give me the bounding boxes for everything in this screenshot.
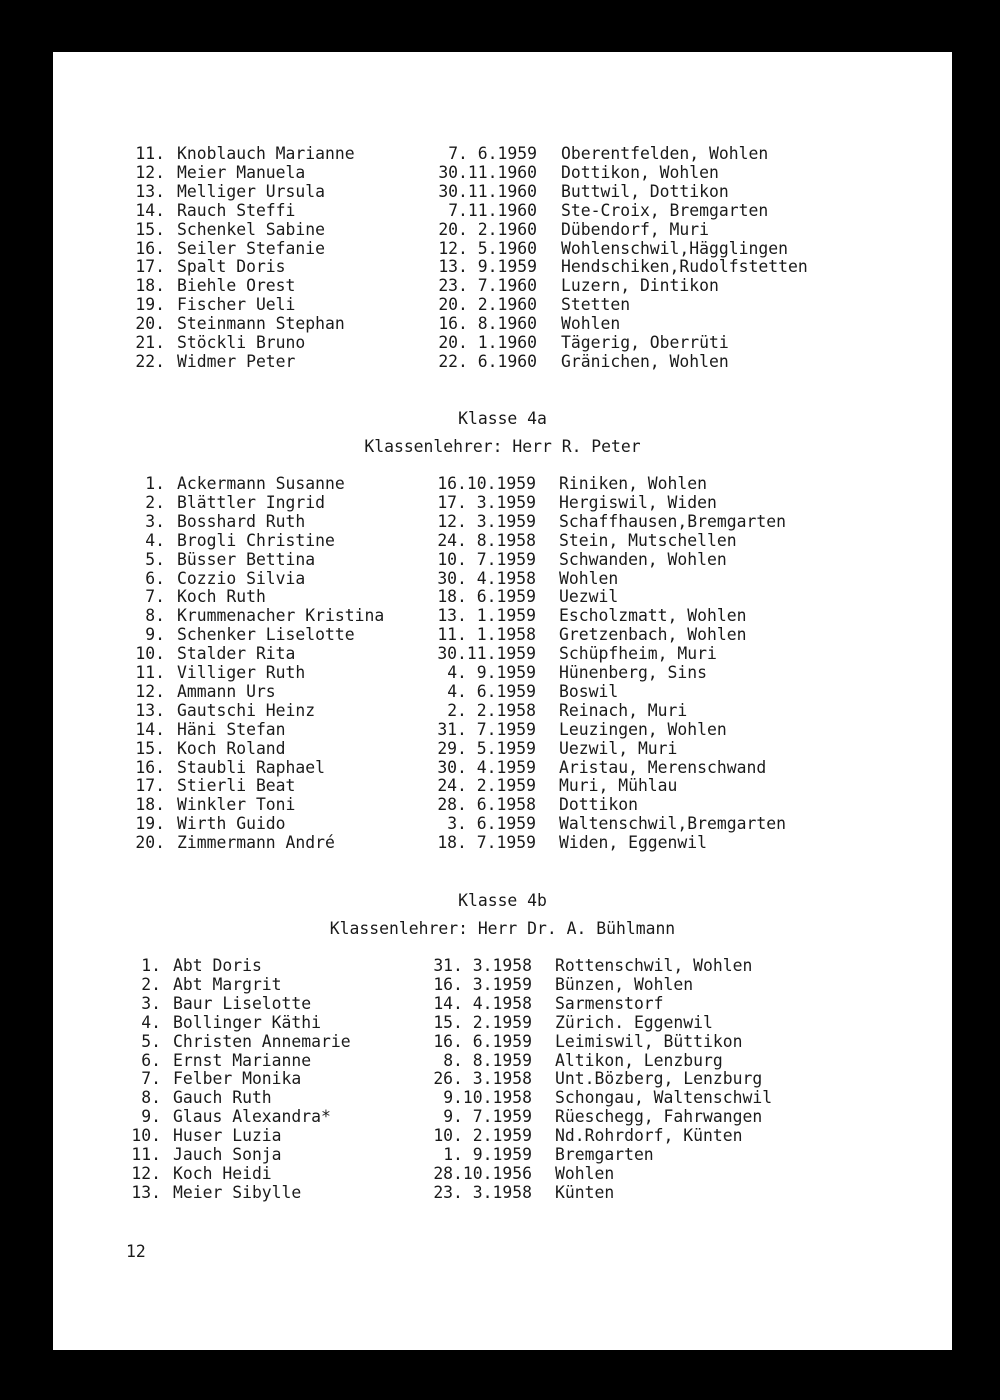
document-page bbox=[53, 52, 952, 1350]
entry-name: Schenker Liselotte bbox=[177, 625, 355, 645]
entry-birthdate: 31. 3.1958 bbox=[433, 956, 532, 975]
list-item bbox=[53, 833, 952, 852]
entry-number: 21. bbox=[135, 333, 165, 352]
list-item bbox=[53, 814, 952, 833]
entry-birthdate: 7.11.1960 bbox=[448, 200, 537, 220]
entry-places: Schongau, Waltenschwil bbox=[555, 1088, 773, 1108]
list-item bbox=[53, 493, 952, 512]
entry-birthdate: 24. 2.1959 bbox=[437, 776, 536, 796]
list-item bbox=[53, 314, 952, 333]
entry-birthdate: 28. 6.1958 bbox=[437, 795, 536, 815]
entry-birthdate: 26. 3.1958 bbox=[433, 1069, 532, 1089]
list-item bbox=[53, 682, 952, 701]
entry-places: Uezwil bbox=[559, 587, 619, 607]
entry-number: 15. bbox=[135, 738, 165, 758]
list-item bbox=[53, 739, 952, 758]
entry-name: Villiger Ruth bbox=[177, 663, 306, 682]
entry-birthdate: 13. 1.1959 bbox=[437, 606, 536, 626]
entry-places: Riniken, Wohlen bbox=[559, 474, 708, 493]
entry-number: 13. bbox=[135, 700, 165, 720]
entry-name: Ernst Marianne bbox=[173, 1050, 312, 1070]
entry-birthdate: 31. 7.1959 bbox=[437, 719, 536, 739]
section-title-4a: Klasse 4a bbox=[458, 409, 547, 428]
entry-birthdate: 3. 6.1959 bbox=[447, 814, 536, 834]
entry-places: Boswil bbox=[559, 681, 619, 701]
entry-name: Ackermann Susanne bbox=[177, 474, 345, 493]
entry-birthdate: 30. 4.1958 bbox=[437, 568, 536, 588]
entry-birthdate: 4. 9.1959 bbox=[447, 663, 536, 682]
entry-number: 14. bbox=[135, 200, 165, 220]
entry-name: Häni Stefan bbox=[177, 719, 286, 739]
entry-name: Melliger Ursula bbox=[177, 181, 326, 201]
entry-birthdate: 22. 6.1960 bbox=[438, 351, 537, 371]
entry-places: Rüeschegg, Fahrwangen bbox=[555, 1107, 763, 1127]
entry-number: 10. bbox=[135, 644, 165, 664]
entry-birthdate: 29. 5.1959 bbox=[437, 738, 536, 758]
entry-birthdate: 30.11.1960 bbox=[438, 181, 537, 201]
entry-places: Bremgarten bbox=[555, 1145, 654, 1164]
entry-name: Knoblauch Marianne bbox=[177, 144, 355, 163]
entry-places: Escholzmatt, Wohlen bbox=[559, 606, 747, 626]
entry-number: 17. bbox=[135, 257, 165, 277]
entry-birthdate: 11. 1.1958 bbox=[437, 625, 536, 645]
entry-birthdate: 20. 2.1960 bbox=[438, 219, 537, 239]
entry-birthdate: 23. 3.1958 bbox=[433, 1182, 532, 1202]
entry-name: Huser Luzia bbox=[173, 1126, 282, 1146]
list-item bbox=[53, 239, 952, 258]
entry-birthdate: 1. 9.1959 bbox=[443, 1145, 532, 1164]
entry-places: Hünenberg, Sins bbox=[559, 663, 708, 682]
list-item bbox=[53, 606, 952, 625]
entry-number: 6. bbox=[141, 1050, 161, 1070]
entry-number: 1. bbox=[141, 956, 161, 975]
entry-number: 18. bbox=[135, 795, 165, 815]
entry-places: Schaffhausen,Bremgarten bbox=[559, 511, 786, 531]
entry-name: Spalt Doris bbox=[177, 257, 286, 277]
list-item bbox=[53, 587, 952, 606]
entry-birthdate: 10. 7.1959 bbox=[437, 549, 536, 569]
entry-number: 13. bbox=[131, 1182, 161, 1202]
entry-birthdate: 24. 8.1958 bbox=[437, 530, 536, 550]
list-item bbox=[53, 352, 952, 371]
entry-number: 11. bbox=[135, 144, 165, 163]
page-number: 12 bbox=[126, 1242, 146, 1261]
entry-places: Künten bbox=[555, 1182, 615, 1202]
entry-places: Luzern, Dintikon bbox=[561, 276, 719, 296]
entry-number: 14. bbox=[135, 719, 165, 739]
entry-number: 1. bbox=[145, 474, 165, 493]
section-title-4b: Klasse 4b bbox=[458, 891, 547, 910]
entry-number: 8. bbox=[141, 1088, 161, 1108]
entry-places: Wohlen bbox=[559, 568, 619, 588]
list-item bbox=[53, 776, 952, 795]
entry-birthdate: 28.10.1956 bbox=[433, 1163, 532, 1183]
entry-name: Bosshard Ruth bbox=[177, 511, 306, 531]
entry-name: Gautschi Heinz bbox=[177, 700, 316, 720]
entry-places: Ste-Croix, Bremgarten bbox=[561, 200, 769, 220]
list-item bbox=[53, 1164, 952, 1183]
entry-name: Brogli Christine bbox=[177, 530, 335, 550]
list-item bbox=[53, 795, 952, 814]
entry-birthdate: 20. 2.1960 bbox=[438, 295, 537, 315]
list-item bbox=[53, 625, 952, 644]
entry-number: 20. bbox=[135, 833, 165, 853]
entry-number: 9. bbox=[141, 1107, 161, 1127]
entry-name: Gauch Ruth bbox=[173, 1088, 272, 1108]
entry-name: Büsser Bettina bbox=[177, 549, 316, 569]
entry-name: Staubli Raphael bbox=[177, 757, 326, 777]
entry-places: Altikon, Lenzburg bbox=[555, 1050, 723, 1070]
entry-birthdate: 20. 1.1960 bbox=[438, 333, 537, 352]
entry-number: 16. bbox=[135, 238, 165, 258]
entry-number: 7. bbox=[141, 1069, 161, 1089]
list-item bbox=[53, 1051, 952, 1070]
entry-name: Biehle Orest bbox=[177, 276, 296, 296]
list-item bbox=[53, 701, 952, 720]
entry-number: 12. bbox=[131, 1163, 161, 1183]
entry-places: Wohlen bbox=[561, 314, 621, 334]
list-item bbox=[53, 1069, 952, 1088]
list-item bbox=[53, 531, 952, 550]
entry-number: 19. bbox=[135, 814, 165, 834]
list-item bbox=[53, 758, 952, 777]
entry-number: 17. bbox=[135, 776, 165, 796]
entry-birthdate: 17. 3.1959 bbox=[437, 492, 536, 512]
entry-places: Sarmenstorf bbox=[555, 993, 664, 1013]
entry-name: Stalder Rita bbox=[177, 644, 296, 664]
list-item bbox=[53, 1032, 952, 1051]
entry-places: Leuzingen, Wohlen bbox=[559, 719, 727, 739]
list-item bbox=[53, 182, 952, 201]
entry-places: Dottikon, Wohlen bbox=[561, 162, 719, 182]
entry-places: Reinach, Muri bbox=[559, 700, 688, 720]
entry-name: Rauch Steffi bbox=[177, 200, 296, 220]
entry-number: 4. bbox=[145, 530, 165, 550]
entry-places: Dottikon bbox=[559, 795, 638, 815]
entry-number: 16. bbox=[135, 757, 165, 777]
entry-birthdate: 16. 6.1959 bbox=[433, 1031, 532, 1051]
entry-name: Bollinger Käthi bbox=[173, 1012, 322, 1032]
section-teacher-4b: Klassenlehrer: Herr Dr. A. Bühlmann bbox=[329, 919, 676, 938]
entry-number: 3. bbox=[141, 993, 161, 1013]
list-item bbox=[53, 569, 952, 588]
list-item bbox=[53, 295, 952, 314]
entry-number: 15. bbox=[135, 219, 165, 239]
entry-name: Stierli Beat bbox=[177, 776, 296, 796]
entry-places: Schüpfheim, Muri bbox=[559, 644, 717, 664]
entry-number: 19. bbox=[135, 295, 165, 315]
entry-number: 5. bbox=[141, 1031, 161, 1051]
entry-birthdate: 23. 7.1960 bbox=[438, 276, 537, 296]
entry-places: Nd.Rohrdorf, Künten bbox=[555, 1126, 743, 1146]
entry-number: 12. bbox=[135, 162, 165, 182]
entry-number: 9. bbox=[145, 625, 165, 645]
entry-birthdate: 4. 6.1959 bbox=[447, 681, 536, 701]
entry-name: Glaus Alexandra* bbox=[173, 1107, 331, 1127]
entry-name: Stöckli Bruno bbox=[177, 333, 306, 352]
list-item bbox=[53, 276, 952, 295]
entry-places: Schwanden, Wohlen bbox=[559, 549, 727, 569]
entry-places: Waltenschwil,Bremgarten bbox=[559, 814, 786, 834]
entry-places: Gretzenbach, Wohlen bbox=[559, 625, 747, 645]
entry-name: Jauch Sonja bbox=[173, 1145, 282, 1164]
entry-places: Bünzen, Wohlen bbox=[555, 974, 694, 994]
entry-places: Rottenschwil, Wohlen bbox=[555, 956, 753, 975]
entry-number: 22. bbox=[135, 351, 165, 371]
entry-number: 11. bbox=[135, 663, 165, 682]
entry-birthdate: 12. 5.1960 bbox=[438, 238, 537, 258]
entry-number: 2. bbox=[141, 974, 161, 994]
list-item bbox=[53, 1126, 952, 1145]
entry-number: 8. bbox=[145, 606, 165, 626]
entry-number: 18. bbox=[135, 276, 165, 296]
entry-birthdate: 7. 6.1959 bbox=[448, 144, 537, 163]
entry-number: 2. bbox=[145, 492, 165, 512]
entry-name: Baur Liselotte bbox=[173, 993, 312, 1013]
entry-name: Krummenacher Kristina bbox=[177, 606, 385, 626]
entry-name: Koch Ruth bbox=[177, 587, 266, 607]
entry-birthdate: 30.11.1960 bbox=[438, 162, 537, 182]
section-teacher-4a: Klassenlehrer: Herr R. Peter bbox=[364, 437, 641, 456]
list-item bbox=[53, 956, 952, 975]
entry-places: Hendschiken,Rudolfstetten bbox=[561, 257, 808, 277]
entry-places: Zürich. Eggenwil bbox=[555, 1012, 713, 1032]
entry-number: 4. bbox=[141, 1012, 161, 1032]
entry-name: Winkler Toni bbox=[177, 795, 296, 815]
list-item bbox=[53, 512, 952, 531]
entry-birthdate: 8. 8.1959 bbox=[443, 1050, 532, 1070]
entry-birthdate: 10. 2.1959 bbox=[433, 1126, 532, 1146]
entry-places: Stetten bbox=[561, 295, 631, 315]
list-item bbox=[53, 663, 952, 682]
entry-birthdate: 12. 3.1959 bbox=[437, 511, 536, 531]
entry-name: Wirth Guido bbox=[177, 814, 286, 834]
list-item bbox=[53, 257, 952, 276]
entry-places: Gränichen, Wohlen bbox=[561, 351, 729, 371]
list-item bbox=[53, 1145, 952, 1164]
entry-birthdate: 18. 7.1959 bbox=[437, 833, 536, 853]
entry-places: Unt.Bözberg, Lenzburg bbox=[555, 1069, 763, 1089]
entry-name: Christen Annemarie bbox=[173, 1031, 351, 1051]
entry-name: Abt Margrit bbox=[173, 974, 282, 994]
entry-name: Meier Sibylle bbox=[173, 1182, 302, 1202]
entry-places: Stein, Mutschellen bbox=[559, 530, 737, 550]
list-item bbox=[53, 550, 952, 569]
entry-name: Ammann Urs bbox=[177, 681, 276, 701]
entry-places: Oberentfelden, Wohlen bbox=[561, 144, 769, 163]
entry-name: Cozzio Silvia bbox=[177, 568, 306, 588]
entry-number: 12. bbox=[135, 681, 165, 701]
entry-places: Uezwil, Muri bbox=[559, 738, 678, 758]
entry-number: 7. bbox=[145, 587, 165, 607]
entry-birthdate: 14. 4.1958 bbox=[433, 993, 532, 1013]
entry-places: Tägerig, Oberrüti bbox=[561, 333, 729, 352]
list-item bbox=[53, 163, 952, 182]
list-item bbox=[53, 333, 952, 352]
entry-birthdate: 30. 4.1959 bbox=[437, 757, 536, 777]
entry-places: Muri, Mühlau bbox=[559, 776, 678, 796]
list-item bbox=[53, 720, 952, 739]
entry-number: 20. bbox=[135, 314, 165, 334]
entry-birthdate: 16. 8.1960 bbox=[438, 314, 537, 334]
entry-places: Leimiswil, Büttikon bbox=[555, 1031, 743, 1051]
entry-birthdate: 18. 6.1959 bbox=[437, 587, 536, 607]
list-item bbox=[53, 220, 952, 239]
list-item bbox=[53, 1183, 952, 1202]
entry-name: Koch Roland bbox=[177, 738, 286, 758]
list-item bbox=[53, 994, 952, 1013]
entry-places: Buttwil, Dottikon bbox=[561, 181, 729, 201]
list-item bbox=[53, 201, 952, 220]
entry-birthdate: 16. 3.1959 bbox=[433, 974, 532, 994]
entry-places: Dübendorf, Muri bbox=[561, 219, 710, 239]
entry-name: Zimmermann André bbox=[177, 833, 335, 853]
entry-name: Widmer Peter bbox=[177, 351, 296, 371]
list-item bbox=[53, 144, 952, 163]
list-item bbox=[53, 644, 952, 663]
entry-birthdate: 2. 2.1958 bbox=[447, 700, 536, 720]
entry-birthdate: 9. 7.1959 bbox=[443, 1107, 532, 1127]
entry-name: Abt Doris bbox=[173, 956, 262, 975]
entry-places: Hergiswil, Widen bbox=[559, 492, 717, 512]
entry-name: Steinmann Stephan bbox=[177, 314, 345, 334]
entry-name: Fischer Ueli bbox=[177, 295, 296, 315]
entry-places: Wohlenschwil,Hägglingen bbox=[561, 238, 788, 258]
list-item bbox=[53, 1088, 952, 1107]
entry-name: Seiler Stefanie bbox=[177, 238, 326, 258]
entry-birthdate: 15. 2.1959 bbox=[433, 1012, 532, 1032]
entry-birthdate: 30.11.1959 bbox=[437, 644, 536, 664]
list-item bbox=[53, 1013, 952, 1032]
list-item bbox=[53, 1107, 952, 1126]
entry-places: Wohlen bbox=[555, 1163, 615, 1183]
entry-name: Felber Monika bbox=[173, 1069, 302, 1089]
entry-name: Meier Manuela bbox=[177, 162, 306, 182]
entry-name: Koch Heidi bbox=[173, 1163, 272, 1183]
entry-number: 5. bbox=[145, 549, 165, 569]
entry-birthdate: 13. 9.1959 bbox=[438, 257, 537, 277]
entry-name: Schenkel Sabine bbox=[177, 219, 326, 239]
entry-birthdate: 16.10.1959 bbox=[437, 474, 536, 493]
entry-places: Aristau, Merenschwand bbox=[559, 757, 767, 777]
entry-birthdate: 9.10.1958 bbox=[443, 1088, 532, 1108]
entry-number: 10. bbox=[131, 1126, 161, 1146]
entry-number: 11. bbox=[131, 1145, 161, 1164]
entry-number: 3. bbox=[145, 511, 165, 531]
entry-name: Blättler Ingrid bbox=[177, 492, 326, 512]
entry-places: Widen, Eggenwil bbox=[559, 833, 708, 853]
entry-number: 13. bbox=[135, 181, 165, 201]
list-item bbox=[53, 975, 952, 994]
list-item bbox=[53, 474, 952, 493]
entry-number: 6. bbox=[145, 568, 165, 588]
